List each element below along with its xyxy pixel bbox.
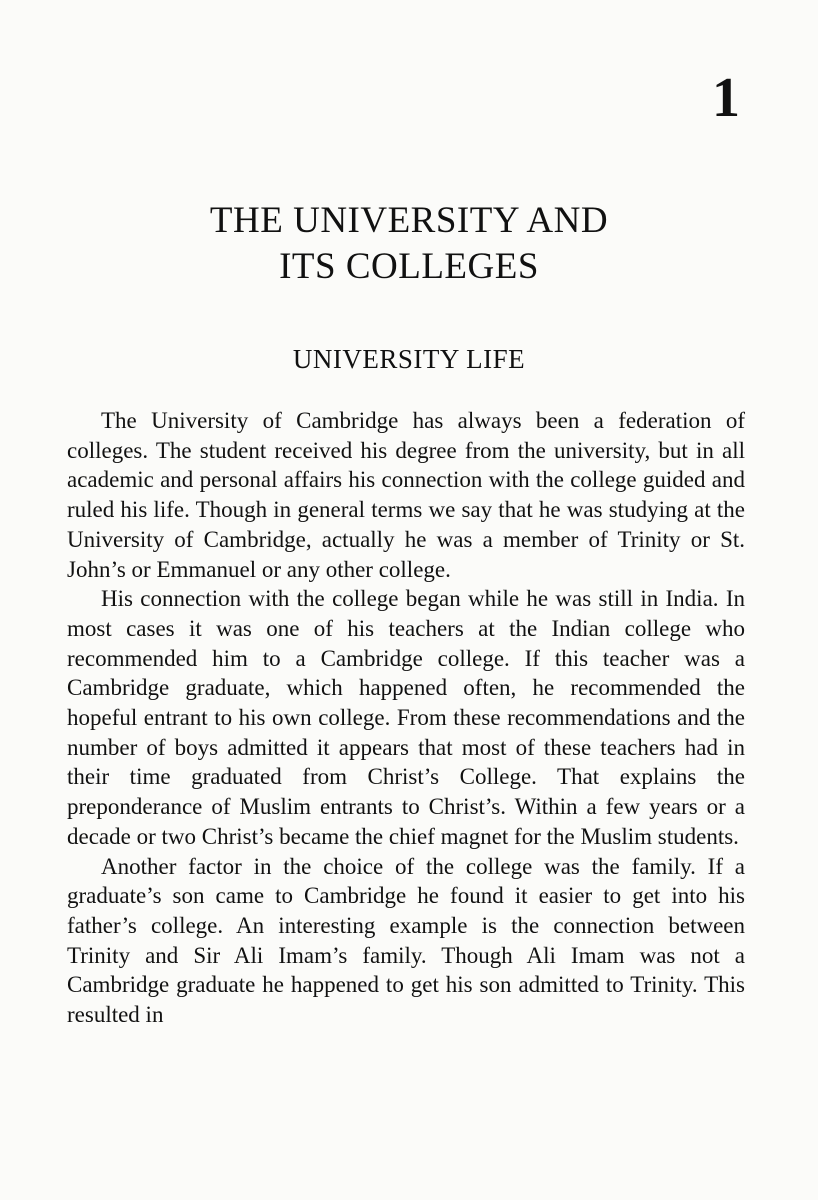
paragraph-2: His connection with the college began while he was still in India. In most cases it was one of his teachers at the Indian college who recommended him to a Cambridge college. If this teacher was a Cambridge graduate, which happened often, he recommended the hopeful entrant to his own college. From these recommendations and the number of boys admitted it appears that most of these teachers had in their time graduated from Christ’s College. That explains the preponderance of Muslim entrants to Christ’s. Within a few years or a decade or two Christ’s became the chief magnet for the Muslim students.	[67, 586, 745, 849]
paragraph-3: Another factor in the choice of the college was the family. If a graduate’s son came to Cambridge he found it easier to get into his father’s college. An interesting example is the connection between Trinity and Sir Ali Imam’s family. Though Ali Imam was not a Cambridge graduate he happened to get his son admitted to Trinity. This resulted in	[67, 853, 745, 1028]
paragraph-1: The University of Cambridge has always been a federation of colleges. The student received his degree from the university, but in all academic and personal affairs his connection with the college guided and ruled his life. Though in general terms we say that he was studying at the University of Cambridge, actually he was a member of Trinity or St. John’s or Emmanuel or any other college.	[67, 408, 745, 582]
chapter-title	[0, 198, 818, 290]
chapter-title-line-2: ITS COLLEGES	[279, 246, 539, 287]
body-text	[67, 406, 745, 1030]
chapter-title-line-1: THE UNIVERSITY AND	[209, 200, 609, 241]
section-title: UNIVERSITY LIFE	[292, 344, 526, 374]
chapter-number: 1	[712, 67, 740, 129]
